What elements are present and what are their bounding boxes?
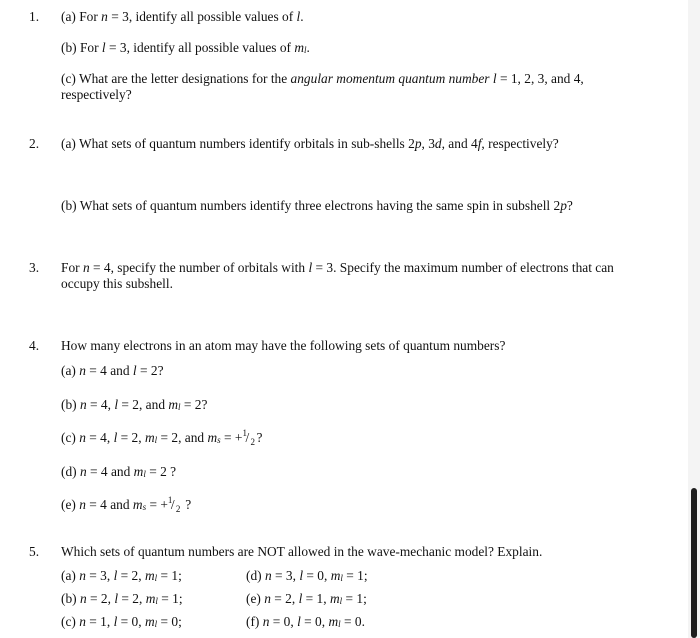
q5-option-d: (d) n = 3, l = 0, $m_l = 1$; (246, 568, 368, 583)
one-half-fraction: 1 / 2 (167, 495, 181, 514)
q1-part-b: (b) For l = 3, identify all possible values of $m_l$. (61, 40, 310, 55)
q4-part-b: (b) n = 4, l = 2, and $m_l = 2$? (61, 397, 208, 412)
q2-number: 2. (29, 136, 40, 151)
q4-number: 4. (29, 338, 40, 353)
q3-line2: occupy this subshell. (61, 276, 173, 291)
q4-part-a: (a) n = 4 and l = 2? (61, 363, 164, 378)
q5-option-b: (b) n = 2, l = 2, $m_l = 1$; (61, 591, 183, 606)
q5-option-f: (f) n = 0, l = 0, $m_l = 0$. (246, 614, 365, 629)
q2-part-b: (b) What sets of quantum numbers identify three electrons having the same spin in subshell 2p? (61, 198, 573, 213)
q5-number: 5. (29, 544, 40, 559)
vertical-scrollbar[interactable] (688, 0, 700, 638)
q4-part-d: (d) n = 4 and $m_l = 2$ ? (61, 464, 177, 479)
q1-part-c: (c) What are the letter designations for the angular momentum quantum number l = 1, 2, 3, and 4, (61, 71, 584, 86)
q5-option-c: (c) n = 1, l = 0, $m_l = 0$; (61, 614, 182, 629)
q5-intro: Which sets of quantum numbers are NOT allowed in the wave-mechanic model? Explain. (61, 544, 543, 559)
q4-part-c: (c) n = 4, l = 2, $m_l = 2$, and $m_s$ = + 1 / 2 ? (61, 428, 263, 447)
q1-part-a: (a) For n = 3, identify all possible values of l. (61, 9, 304, 24)
q5-option-e: (e) n = 2, l = 1, $m_l = 1$; (246, 591, 367, 606)
one-half-fraction: 1 / 2 (242, 428, 255, 447)
q1-number: 1. (29, 9, 40, 24)
q3-number: 3. (29, 260, 40, 275)
scrollbar-thumb[interactable] (691, 488, 697, 638)
q2-part-a: (a) What sets of quantum numbers identify orbitals in sub-shells 2p, 3d, and 4f, respectively? (61, 136, 559, 151)
q3-line1: For n = 4, specify the number of orbitals with l = 3. Specify the maximum number of electrons that can (61, 260, 614, 275)
q5-option-a: (a) n = 3, l = 2, $m_l = 1$; (61, 568, 182, 583)
q4-intro: How many electrons in an atom may have the following sets of quantum numbers? (61, 338, 506, 353)
q4-part-e: (e) n = 4 and $m_s$ = + 1 / 2 ? (61, 495, 192, 514)
q1-part-c-line2: respectively? (61, 87, 132, 102)
